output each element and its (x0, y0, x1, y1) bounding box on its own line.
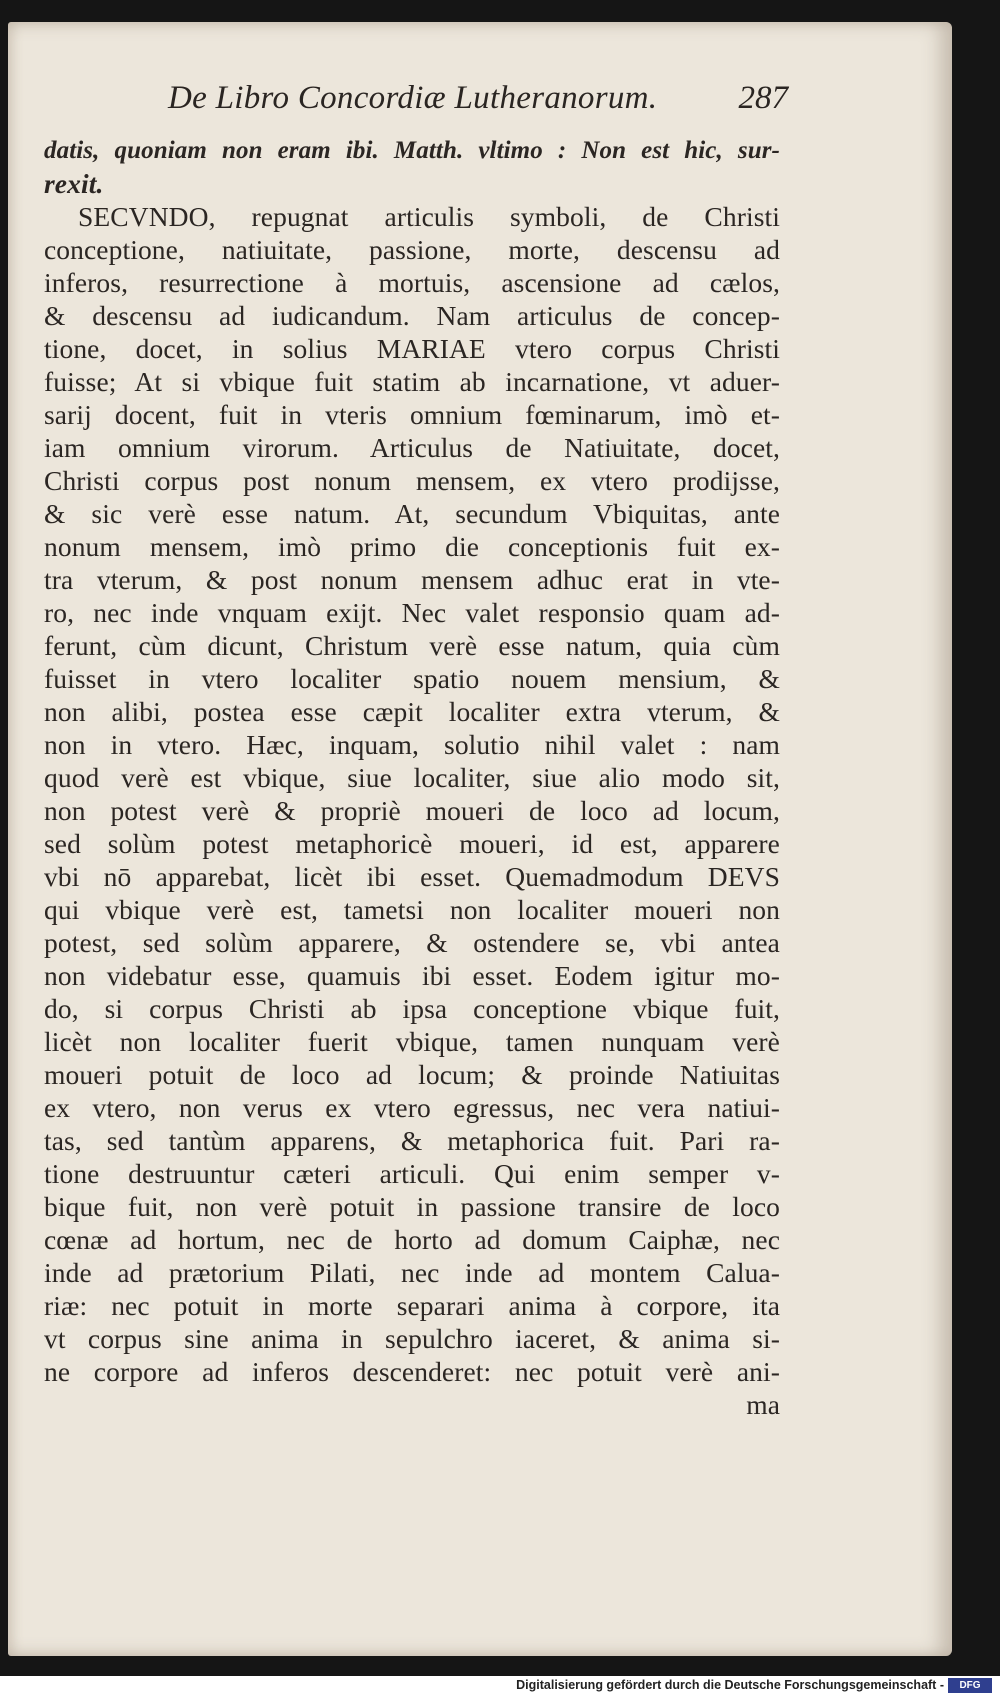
text-line: & sic verè esse natum. At, secundum Vbiquitas, ante (44, 498, 780, 529)
text-line: vt corpus sine anima in sepulchro iaceret, & anima si- (44, 1323, 780, 1354)
text-line: ex vtero, non verus ex vtero egressus, nec vera natiui- (44, 1092, 780, 1123)
text-line: & descensu ad iudicandum. Nam articulus de concep- (44, 300, 780, 331)
text-line: riæ: nec potuit in morte separari anima à corpore, ita (44, 1290, 780, 1321)
text-line: datis, quoniam non eram ibi. Matth. vltimo : Non est hic, sur- (44, 137, 780, 164)
text-line: tas, sed tantùm apparens, & metaphorica fuit. Pari ra- (44, 1125, 780, 1156)
body-text (44, 134, 780, 1421)
text-line: non alibi, postea esse cæpit localiter extra vterum, & (44, 696, 780, 727)
text-line: rexit. (44, 168, 104, 199)
text-line: do, si corpus Christi ab ipsa conceptione vbique fuit, (44, 993, 780, 1024)
funding-credit: Digitalisierung gefördert durch die Deutsche Forschungsgemeinschaft - (516, 1678, 944, 1692)
text-line: moueri potuit de loco ad locum; & proinde Natiuitas (44, 1059, 780, 1090)
text-line: non potest verè & propriè moueri de loco ad locum, (44, 795, 780, 826)
book-page (8, 22, 952, 1656)
text-line: non in vtero. Hæc, inquam, solutio nihil valet : nam (44, 729, 780, 760)
text-line: fuisset in vtero localiter spatio nouem mensium, & (44, 663, 780, 694)
dfg-logo: DFG (948, 1678, 992, 1693)
text-line: cœnæ ad hortum, nec de horto ad domum Caiphæ, nec (44, 1224, 780, 1255)
text-line: iam omnium virorum. Articulus de Natiuitate, docet, (44, 432, 780, 463)
text-line: fuisse; At si vbique fuit statim ab incarnatione, vt aduer- (44, 366, 780, 397)
running-title: De Libro Concordiæ Lutheranorum. (168, 80, 658, 116)
text-line: quod verè est vbique, siue localiter, siue alio modo sit, (44, 762, 780, 793)
text-line: bique fuit, non verè potuit in passione transire de loco (44, 1191, 780, 1222)
text-line: licèt non localiter fuerit vbique, tamen nunquam verè (44, 1026, 780, 1057)
text-line: conceptione, natiuitate, passione, morte, descensu ad (44, 234, 780, 265)
text-line: qui vbique verè est, tametsi non localiter moueri non (44, 894, 780, 925)
text-line: sed solùm potest metaphoricè moueri, id est, apparere (44, 828, 780, 859)
catchword: ma (746, 1389, 780, 1420)
text-line: ro, nec inde vnquam exijt. Nec valet responsio quam ad- (44, 597, 780, 628)
text-line: inde ad prætorium Pilati, nec inde ad montem Calua- (44, 1257, 780, 1288)
text-line: potest, sed solùm apparere, & ostendere se, vbi antea (44, 927, 780, 958)
text-line: ne corpore ad inferos descenderet: nec potuit verè ani- (44, 1356, 780, 1387)
page-number: 287 (738, 80, 788, 116)
text-line: SECVNDO, repugnat articulis symboli, de Christi (78, 201, 780, 232)
text-line: inferos, resurrectione à mortuis, ascensione ad cælos, (44, 267, 780, 298)
page-header (168, 80, 788, 130)
text-line: tra vterum, & post nonum mensem adhuc erat in vte- (44, 564, 780, 595)
text-line: non videbatur esse, quamuis ibi esset. Eodem igitur mo- (44, 960, 780, 991)
digitization-footer (0, 1676, 1000, 1697)
text-line: nonum mensem, imò primo die conceptionis fuit ex- (44, 531, 780, 562)
text-line: tione destruuntur cæteri articuli. Qui enim semper v- (44, 1158, 780, 1189)
text-line: ferunt, cùm dicunt, Christum verè esse natum, quia cùm (44, 630, 780, 661)
text-line: sarij docent, fuit in vteris omnium fœminarum, imò et- (44, 399, 780, 430)
text-line: Christi corpus post nonum mensem, ex vtero prodijsse, (44, 465, 780, 496)
text-line: tione, docet, in solius MARIAE vtero corpus Christi (44, 333, 780, 364)
text-line: vbi nō apparebat, licèt ibi esset. Quemadmodum DEVS (44, 861, 780, 892)
